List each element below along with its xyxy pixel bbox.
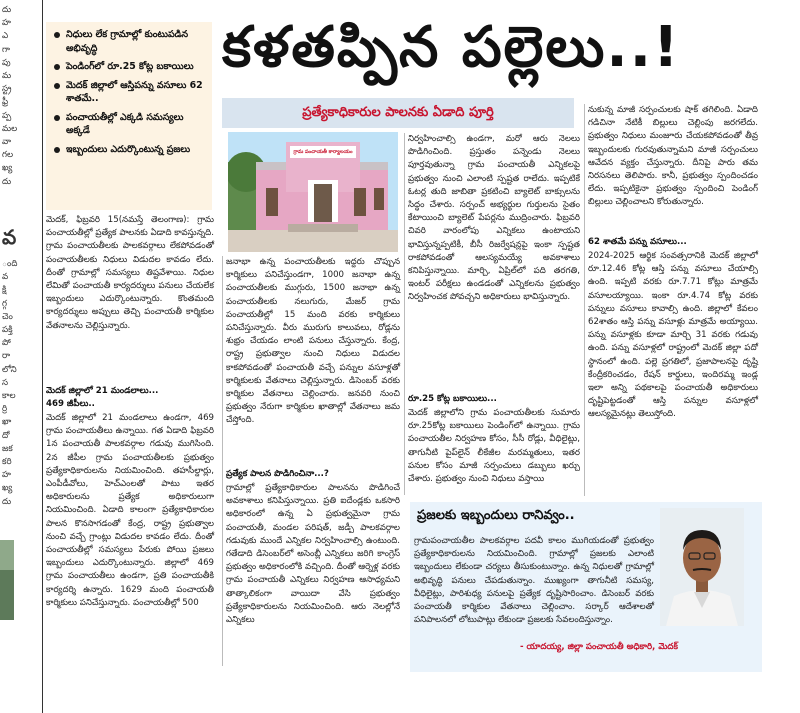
quote-text: గ్రామపంచాయతీల పాలకవర్గాల పదవీ కాలం ముగియడంతో ప్రభుత్వం ప్రత్యేకాధికారులను నియమించింది. గ్రామాల్లో ప్రజలకు ఎలాంటి ఇబ్బందులు లేకుండా చర్యలు తీసుకుంటున్నాం. ఉన్న నిధులతో గ్రామాల్లో అభివృద్ధి పనులు చేపడుతున్నాం. ముఖ్యంగా తాగునీటి సమస్య, వీధిలైట్లు, పారిశుధ్య పనులపై ప్రత్యేక దృష్టిసారించాం. డిసెంబర్ వరకు పంచాయతీ కార్మికుల వేతనాలు చెల్లించాం. సర్కార్ ఆదేశాలతో పనిపాలనలో లోటుపాట్లు లేకుండా ప్రజలకు సేవలందిస్తున్నాం. [414, 536, 654, 626]
adjacent-photo-fragment [0, 540, 14, 620]
highlight-item: పెండింగ్‌లో రూ.25 కోట్ల బకాయిలు [54, 60, 206, 74]
article-column-2-continued: గ్రామాల్లో ప్రత్యేకాధికారుల పాలనను పొడిగించే అవకాశాలు కనిపిస్తున్నాయి. ప్రతి ఐదేండ్లకు ఒకసారి అధికారంలో ఉన్న ఏ ప్రభుత్వమైనా గ్రామ పంచాయతీ, మండల పరిషత్, జడ్పీ పాలకవర్గాల గడువుకు ముందే ఎన్నికల నిర్వహించాల్సి ఉంటుంది. గతేడాది డిసెంబర్‌లో అసెంబ్లీ ఎన్నికలు జరిగి కాంగ్రెస్ ప్రభుత్వం అధికారంలోకి వచ్చింది. దీంతో ఆర్నెళ్ల వరకు గ్రామ పంచాయతీ ఎన్నికలు నిర్వహణ ఆసాధ్యమని తాత్కాలికంగా వాయిదా వేసి ప్రభుత్వం ప్రత్యేకాధికారులను నియమించింది. ఆరు నెలల్లోనే ఎన్నికలు [226, 483, 400, 626]
highlights-box [46, 22, 212, 210]
bullet-icon [54, 115, 60, 121]
adjacent-article-text-bottom: ంది వ క్షి గ్గ చెం పక్తి పో రా లోని స కాల ర్రి ఖా దో జక కరి హ ఖ్య దు [2, 259, 18, 507]
adjacent-article-text-top: దు హ ఎ గా పు మ స్ట్ర ఫ్రీ ప్ప మల వా గల ఖ్య దు [2, 5, 18, 187]
official-portrait [660, 508, 744, 626]
article-column-4: నుకున్న మాజీ సర్పంచులకు షాక్ తగిలింది. ఏడాది గడిచినా నేటికీ బిల్లులు చెల్లింపు జరగలేదు. ప్రభుత్వం నిధులు మంజూరు చేయకపోవడంతో తీవ్ర ఇబ్బందులకు గురవుతున్నామని మాజీ సర్పంచులు ఆవేదన వ్యక్తం చేస్తున్నారు. దీనిపై పారు తమ నిరసనలు తెలిపారు. కానీ, ప్రభుత్వం స్పందించడం లేదు. ఇప్పటికైనా ప్రభుత్వం స్పందించి పెండింగ్ బిల్లులు చెల్లించాలని కోరుతున్నారు. [588, 105, 758, 208]
article-column-1-continued: మెదక్ జిల్లాలో 21 మండలాలు ఉండగా, 469 గ్రామ పంచాయతీలు ఉన్నాయి. గత ఏడాది ఫిబ్రవరి 1న పంచాయతీ పాలకవర్గాల గడువు ముగిసింది. 2న జీపీల గ్రామ పంచాయతీలకు ప్రభుత్వం ప్రత్యేకాధికారులను నియమించింది. తహసీల్దార్లు, ఎంపీడీవోలు, హెచ్‌ఎంలతో పాటు ఇతర అధికారులను ప్రత్యేక అధికారులుగా నియమించింది. ఏడాది కాలంగా ప్రత్యేకాధికారుల పాలన కొనసాగడంతో కేంద్ర, రాష్ట్ర ప్రభుత్వాల నుంచి వచ్చే గ్రాంట్లు విడుదల కావడం లేదు. దీంతో పంచాయతీల్లో సమస్యలు పేరుకు పోయి ప్రజలు ఇబ్బందులు ఎదుర్కొంటున్నారు. జిల్లాలో 469 గ్రామ పంచాయతీలు ఉండగా, ప్రతి పంచాయతీకి కార్యదర్శి ఉన్నారు. 1629 మంది పంచాయతీ కార్మికులు పనిచేస్తున్నారు. పంచాయతీల్లో 500 [46, 413, 214, 608]
highlight-item: మెదక్ జిల్లాలో ఆస్తిపన్ను వసూలు 62 శాతమే.. [54, 79, 206, 106]
column-divider [584, 104, 585, 496]
panchayat-office-photo [228, 132, 398, 252]
bullet-icon [54, 64, 60, 70]
section-heading-tax: 62 శాతమే పన్ను వసూలు... [588, 237, 687, 247]
column-divider [222, 256, 223, 666]
highlights-list [46, 22, 212, 156]
bullet-icon [54, 32, 60, 38]
highlight-item: పంచాయతీల్లో ఎక్కడి సమస్యలు అక్కడే [54, 111, 206, 138]
article-headline: కళతప్పిన పల్లెలు..! [222, 15, 681, 80]
quote-signature: - యాదయ్య, జిల్లా పంచాయతీ అధికారి, మెదక్ [520, 642, 678, 652]
section-heading-mandals: మెదక్ జిల్లాలో 21 మండలాలు... 469 జీపీలు.. [46, 386, 159, 410]
highlight-item: ఇబ్బందులు ఎదుర్కొంటున్న ప్రజలు [54, 143, 206, 157]
bullet-icon [54, 147, 60, 153]
bullet-icon [54, 83, 60, 89]
official-photo [660, 508, 744, 626]
section-heading-special-rule: ప్రత్యేక పాలన పొడిగించినా...? [226, 469, 329, 479]
article-column-4-continued: 2024-2025 ఆర్థిక సంవత్సరానికి మెదక్ జిల్లాలో రూ.12.46 కోట్ల ఆస్తి పన్ను వసూలు చేయాల్సి ఉంది. ఇప్పటి వరకు రూ.7.71 కోట్లు మాత్రమే వసూలయ్యాయి. ఇంకా రూ.4.74 కోట్ల వరకు పన్నులు వసూలు కావాల్సి ఉంది. జిల్లాలో కేవలం 62శాతం ఆస్తి పన్ను వసూళ్లు మాత్రమే అయ్యాయి. పన్ను వసూళ్లకు కూడా మార్చి 31 వరకు గడువు ఉంది. పన్ను వసూళ్లలో రాష్ట్రంలో మెదక్ జిల్లా పదో స్థానంలో ఉంది. పల్లె ప్రగతిలో, ప్రజాపాలనపై దృష్టి కేంద్రీకరించడం, రేషన్ కార్డులు, ఇందిరమ్మ ఇండ్ల ఇలా అన్ని పథకాలపై పంచాయతీ అధికారులు దృష్టిపెట్టడంతో ఆస్తి పన్నుల వసూళ్లలో ఆలస్యమైనట్లు తెలుస్తోంది. [588, 251, 758, 420]
adjacent-article-strip [0, 0, 43, 713]
article-column-3: నిర్వహించాల్సి ఉండగా, మరో ఆరు నెలలు పొడిగించింది. ప్రస్తుతం పన్నెండు నెలలు పూర్తవుతున్నా గ్రామ పంచాయతీ ఎన్నికలపై ప్రభుత్వం నుంచి ఎలాంటి స్పష్టత రాలేదు. ఇప్పటికే ఓటర్ల తుది జాబితా ప్రకటించి బ్యాలెట్ బాక్సులను సిద్ధం చేశారు. సర్పంచ్ అభ్యర్థుల గుర్తులను సైతం కేటాయించి బ్యాలెట్ పేపర్లను ముద్రించారు. ఫిబ్రవరి చివరి వారంలోపు ఎన్నికలు ఉంటాయని భావిస్తున్నప్పటికీ, బీసీ రిజర్వేషన్లపై ఇంకా స్పష్టత రాకపోవడంతో ఆలస్యమయ్యే అవకాశాలు కనిపిస్తున్నాయి. మార్చి, ఏప్రిల్‌లో పది తరగతి, ఇంటర్ పరీక్షలు ఉండడంతో ఎన్నికలను ప్రభుత్వం నిర్వహించక పోవచ్చని అధికారులు భావిస్తున్నారు. [408, 134, 580, 303]
article-column-1: మెదక్, ఫిబ్రవరి 15(నమస్తే తెలంగాణ): గ్రామ పంచాయతీల్లో ప్రత్యేక పాలనకు ఏడాది కావస్తున్నది. గ్రామ పంచాయతీలకు పాలకవర్గాలు లేకపోవడంతో పంచాయతీలకు నిధులు విడుదల కావడం లేదు. దీంతో గ్రామాల్లో సమస్యలు తిష్టవేశాయి. నిధుల లేమితో పంచాయతీ కార్యదర్శులు పనులు చేయలేక ఇబ్బందులు ఎదుర్కొంటున్నారు. కొంతమంది కార్యదర్శులు అప్పులు తెచ్చి పంచాయతీ కార్మికుల వేతనాలను చెల్లిస్తున్నారు. [46, 215, 214, 331]
article-subheadline: ప్రత్యేకాధికారుల పాలనకు ఏడాది పూర్తి [222, 98, 574, 128]
office-sign: గ్రామ పంచాయతీ కార్యాలయం [293, 149, 353, 155]
highlight-item: నిధులు లేక గ్రామాల్లో కుంటుపడిన అభివృద్ధి [54, 28, 206, 55]
quote-box-heading: ప్రజలకు ఇబ్బందులు రానివ్వం.. [417, 508, 575, 523]
column-divider [404, 133, 405, 495]
article-column-2: జనాభా ఉన్న పంచాయతీలకు ఇద్దరు చొప్పున కార్మికులు పనిచేస్తుండగా, 1000 జనాభా ఉన్న పంచాయతీలకు ముగ్గురు, 1500 జనాభా ఉన్న పంచాయతీలకు నలుగురు, మేజర్ గ్రామ పంచాయతీల్లో 15 మంది వరకు కార్మికులు పనిచేస్తున్నారు. వీరు మురుగు కాలువలు, రోడ్లను శుభ్రం చేయడం లాంటి పనులు చేస్తున్నారు. కేంద్ర, రాష్ట్ర ప్రభుత్వాల నుంచి నిధులు విడుదల కాకపోవడంతో పంచాయతీ వచ్చే పన్నుల వసూళ్లతో కార్మికులకు వేతనాలు చెల్లిస్తున్నారు. డిసెంబర్ వరకు కార్మికుల వేతనాలు చెల్లించారు. జనవరి నుంచి ప్రభుత్వం నేరుగా కార్మికుల ఖాతాల్లో వేతనాలు జమ చేస్తోంది. [226, 257, 400, 426]
article-column-3-continued: మెదక్ జిల్లాలోని గ్రామ పంచాయతీలకు సుమారు రూ.25కోట్ల బకాయిలు పెండింగ్‌లో ఉన్నాయి. గ్రామ పంచాయతీల నిర్వహణ కోసం, సీసీ రోడ్లు, వీధిలైట్లు, తాగునీటి పైప్‌లైన్ లీకేజీల మరమ్మతులు, ఇతర పనుల కోసం మాజీ సర్పంచులు డబ్బులు ఖర్చు చేశారు. ప్రభుత్వం నుంచి నిధులు వస్తాయి [408, 408, 580, 485]
adjacent-article-heading: వ [2, 225, 17, 249]
section-heading-dues: రూ.25 కోట్ల బకాయిలు... [408, 394, 497, 404]
